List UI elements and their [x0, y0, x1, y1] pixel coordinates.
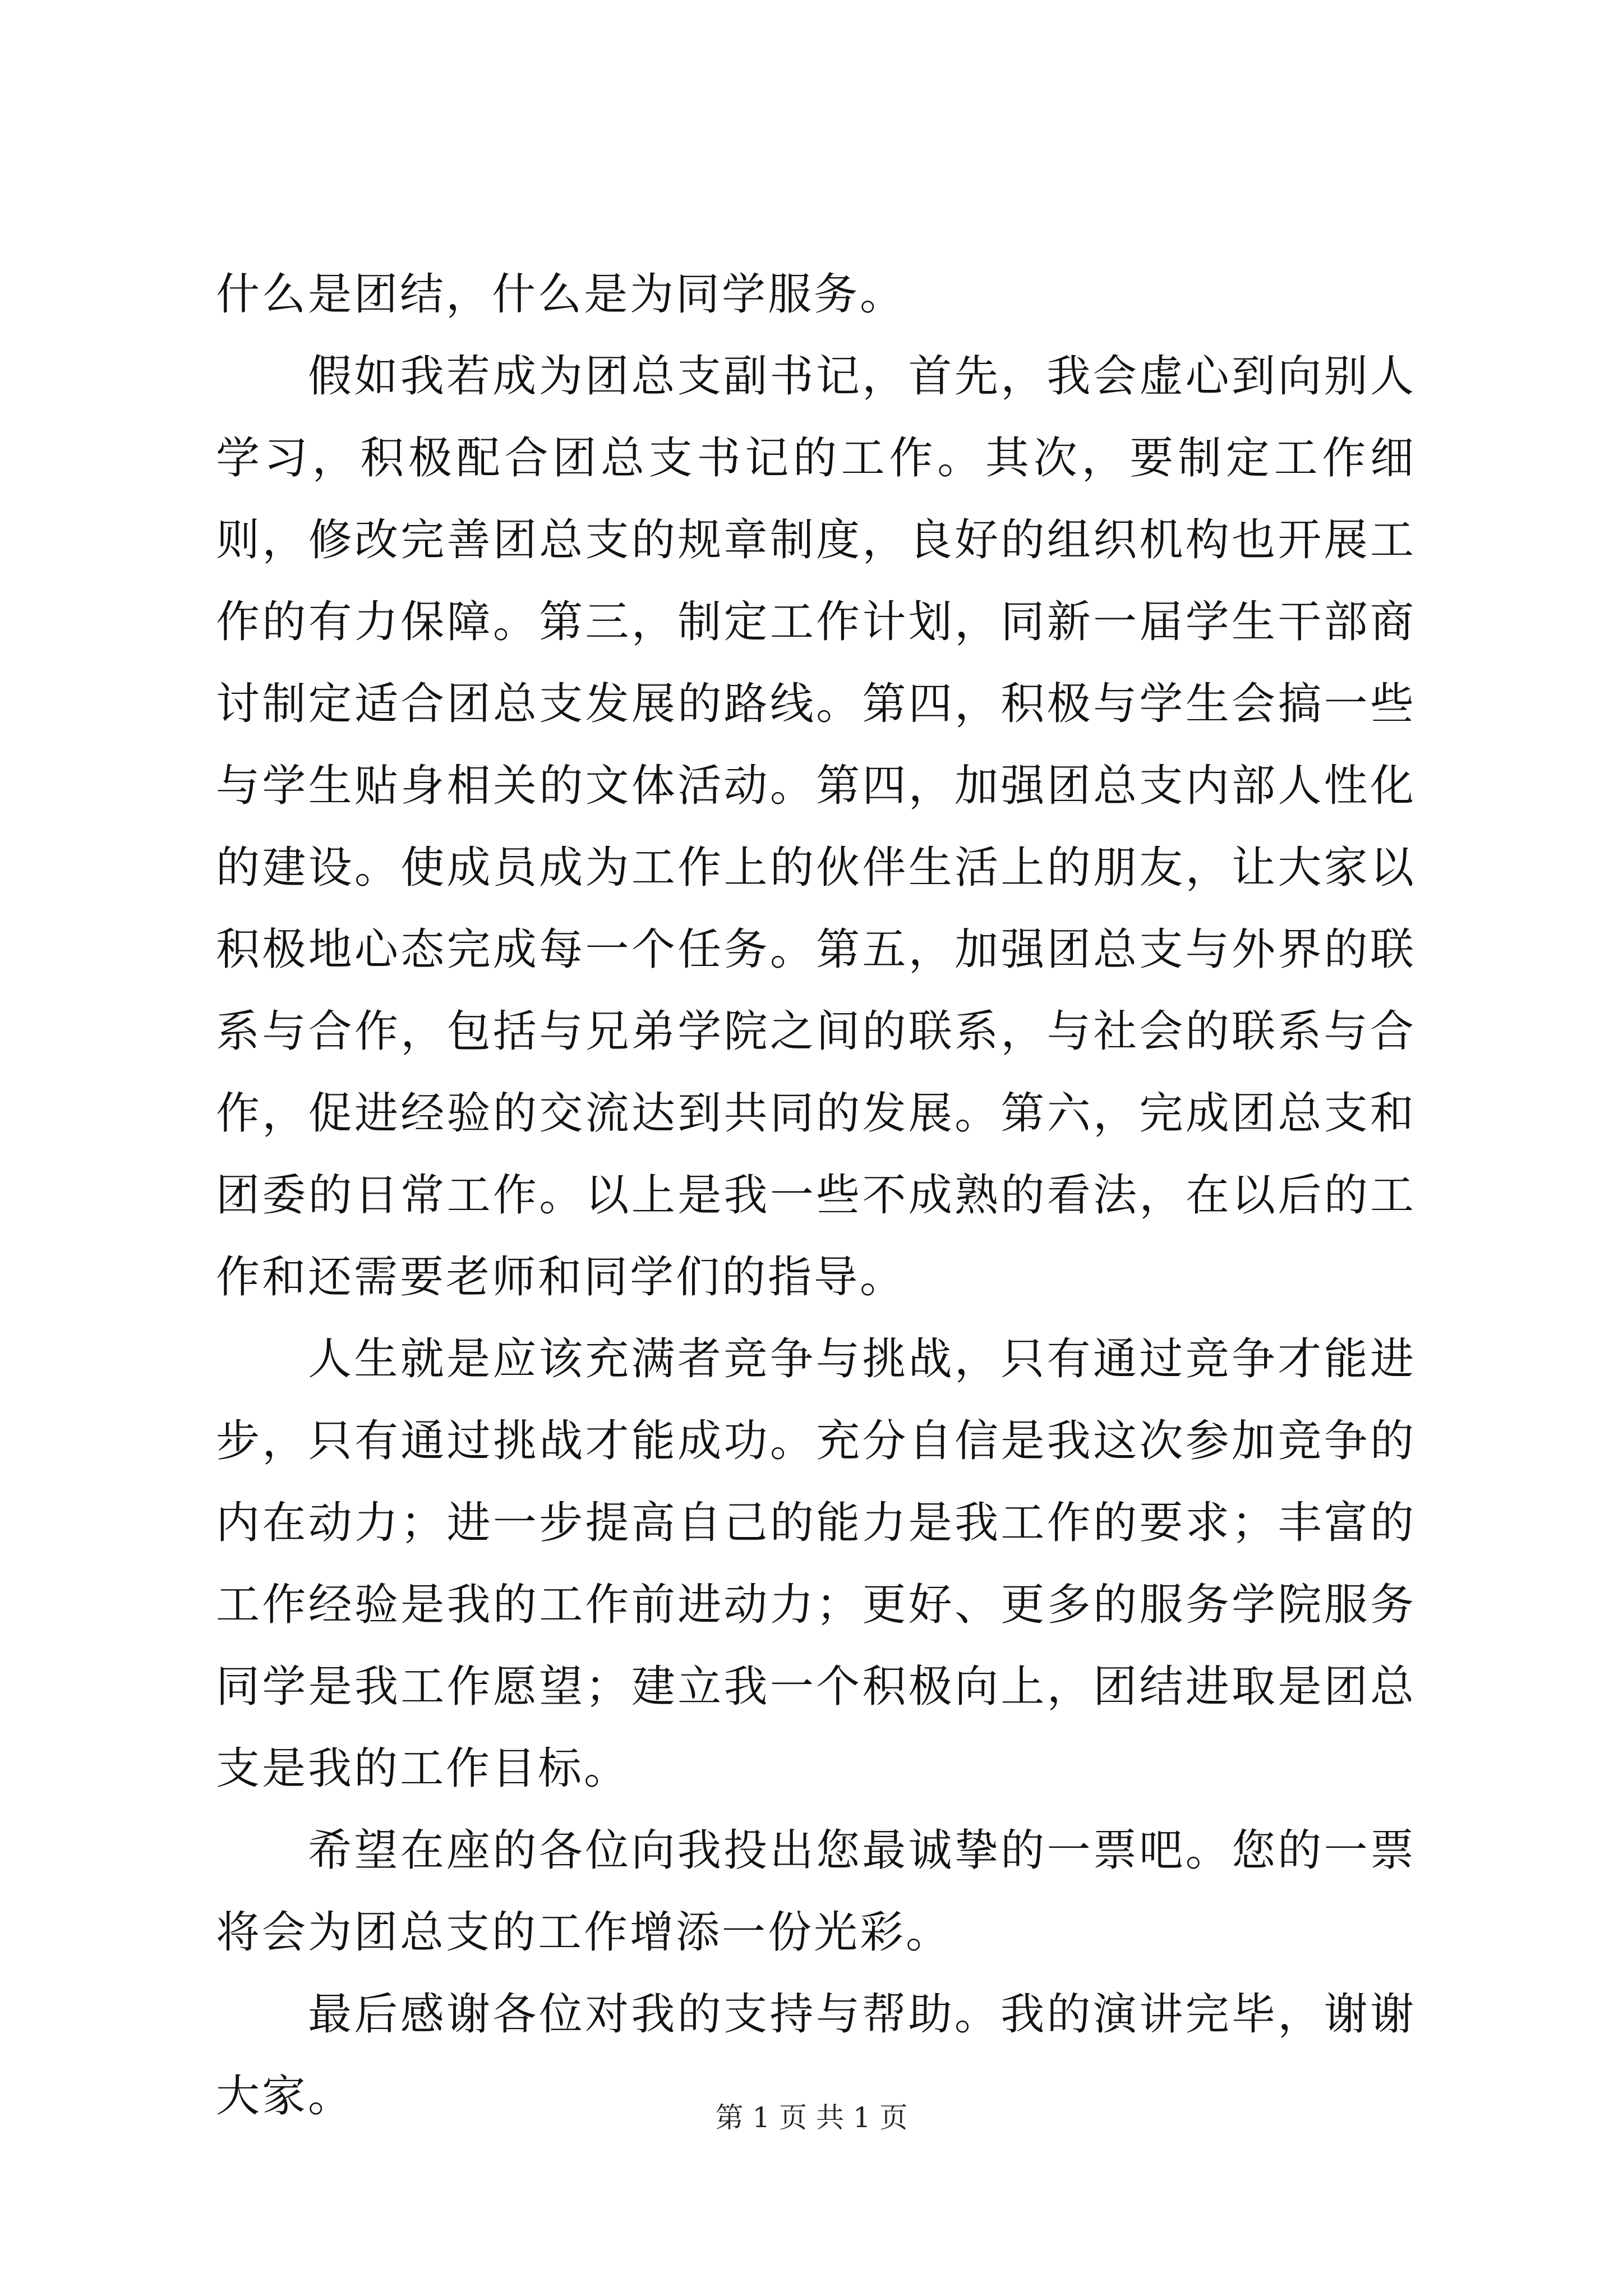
paragraph-3: 人生就是应该充满者竞争与挑战，只有通过竞争才能进步，只有通过挑战才能成功。充分自信是我这次参加竞争的内在动力；进一步提高自己的能力是我工作的要求；丰富的工作经验是我的工作前进动力；更好、更多的服务学院服务同学是我工作愿望；建立我一个积极向上，团结进取是团总支是我的工作目标。 [216, 1334, 1416, 1794]
paragraph-4: 希望在座的各位向我投出您最诚挚的一票吧。您的一票将会为团总支的工作增添一份光彩。 [216, 1825, 1416, 1958]
paragraph-2: 假如我若成为团总支副书记，首先，我会虚心到向别人学习，积极配合团总支书记的工作。其次，要制定工作细则，修改完善团总支的规章制度，良好的组织机构也开展工作的有力保障。第三，制定工作计划，同新一届学生干部商讨制定适合团总支发展的路线。第四，积极与学生会搞一些与学生贴身相关的文体活动。第四，加强团总支内部人性化的建设。使成员成为工作上的伙伴生活上的朋友，让大家以积极地心态完成每一个任务。第五，加强团总支与外界的联系与合作，包括与兄弟学院之间的联系，与社会的联系与合作，促进经验的交流达到共同的发展。第六，完成团总支和团委的日常工作。以上是我一些不成熟的看法，在以后的工作和还需要老师和同学们的指导。 [216, 351, 1416, 1303]
paragraph-1: 什么是团结，什么是为同学服务。 [216, 269, 906, 320]
paragraph-5: 最后感谢各位对我的支持与帮助。我的演讲完毕，谢谢大家。 [216, 1989, 1416, 2122]
page-footer: 第 1 页 共 1 页 [715, 2101, 908, 2134]
document-body [216, 254, 1416, 2137]
